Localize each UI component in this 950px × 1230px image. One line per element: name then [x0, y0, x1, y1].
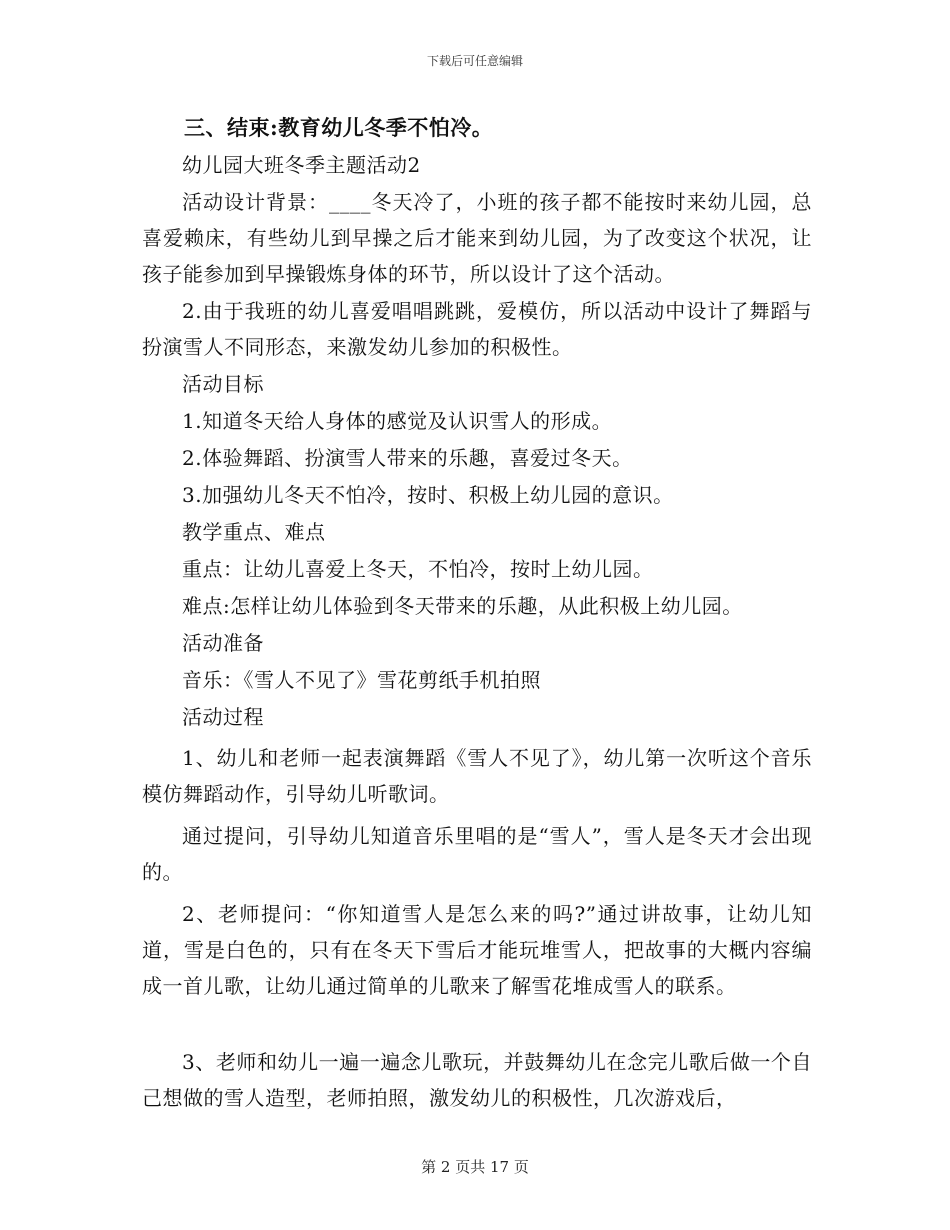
process-step-3: 3、老师和幼儿一遍一遍念儿歌玩，并鼓舞幼儿在念完儿歌后做一个自己想做的雪人造型，老师拍照，激发幼儿的积极性，几次游戏后， — [142, 1050, 812, 1110]
heading-process: 活动过程 — [182, 705, 264, 729]
preparation-items: 音乐：《雪人不见了》雪花剪纸手机拍照 — [182, 668, 541, 692]
goal-3: 3.加强幼儿冬天不怕冷，按时、积极上幼儿园的意识。 — [182, 483, 674, 507]
heading-preparation: 活动准备 — [182, 631, 264, 655]
process-step-2: 2、老师提问：“你知道雪人是怎么来的吗?”通过讲故事，让幼儿知道，雪是白色的，只有在冬天下雪后才能玩堆雪人，把故事的大概内容编成一首儿歌，让幼儿通过简单的儿歌来了解雪花堆成雪人的联系。 — [142, 902, 812, 998]
process-step-1: 1、幼儿和老师一起表演舞蹈《雪人不见了》，幼儿第一次听这个音乐模仿舞蹈动作，引导幼儿听歌词。 — [142, 746, 812, 806]
page-header: 下载后可任意编辑 — [426, 54, 523, 68]
page-footer: 第 2 页共 17 页 — [421, 1158, 529, 1176]
goal-2: 2.体验舞蹈、扮演雪人带来的乐趣，喜爱过冬天。 — [182, 446, 633, 470]
difficult-point: 难点:怎样让幼儿体验到冬天带来的乐趣，从此积极上幼儿园。 — [182, 594, 743, 618]
subtitle: 幼儿园大班冬季主题活动2 — [182, 153, 421, 177]
section-heading: 三、结束:教育幼儿冬季不怕冷。 — [184, 115, 494, 140]
heading-key-points: 教学重点、难点 — [182, 520, 326, 544]
heading-goals: 活动目标 — [182, 372, 264, 396]
paragraph-point-2: 2.由于我班的幼儿喜爱唱唱跳跳，爱模仿，所以活动中设计了舞蹈与扮演雪人不同形态，来激发幼儿参加的积极性。 — [142, 299, 812, 359]
key-point: 重点：让幼儿喜爱上冬天，不怕冷，按时上幼儿园。 — [182, 557, 654, 581]
goal-1: 1.知道冬天给人身体的感觉及认识雪人的形成。 — [182, 409, 613, 433]
paragraph-background: 活动设计背景：____冬天冷了，小班的孩子都不能按时来幼儿园，总喜爱赖床，有些幼儿到早操之后才能来到幼儿园，为了改变这个状况，让孩子能参加到早操锻炼身体的环节，所以设计了这个活动。 — [142, 190, 812, 286]
process-step-1-detail: 通过提问，引导幼儿知道音乐里唱的是“雪人”，雪人是冬天才会出现的。 — [142, 824, 812, 884]
